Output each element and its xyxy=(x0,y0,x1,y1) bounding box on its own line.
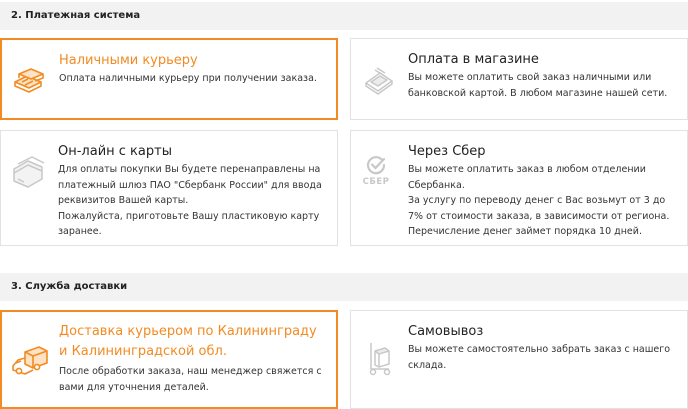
sber-logo-text: СБЕР xyxy=(362,177,390,187)
payment-option-description: Вы можете оплатить свой заказ наличными или банковской картой. В любом магазине нашей сети. xyxy=(408,72,668,99)
delivery-option-description: Вы можете самостоятельно забрать заказ с нашего склада. xyxy=(408,344,671,371)
payment-section-header xyxy=(0,2,688,30)
delivery-truck-icon xyxy=(11,346,49,380)
delivery-option-courier[interactable] xyxy=(0,310,338,409)
payment-option-cash-courier[interactable] xyxy=(0,38,338,120)
delivery-option-title: Самовывоз xyxy=(408,324,484,339)
delivery-option-description: После обработки заказа, наш менеджер свяжется с вами для уточнения деталей. xyxy=(59,366,322,393)
payment-option-store[interactable] xyxy=(350,38,688,120)
delivery-option-title: Доставка курьером по Калининграду и Калининградской обл. xyxy=(59,324,317,359)
payment-option-title: Через Сбер xyxy=(408,144,486,159)
payment-option-description: Вы можете оплатить заказ в любом отделении Сбербанка. За услугу по переводу денег с Вас возьмут от 3 до 7% от стоимости заказа, в зависимости от региона. Перечисление денег займет порядка 10 дней. xyxy=(408,164,670,237)
delivery-option-pickup[interactable] xyxy=(350,310,688,409)
delivery-section-header xyxy=(0,273,688,301)
payment-section-title: 2. Платежная система xyxy=(11,10,141,21)
cash-stack-icon xyxy=(11,68,47,100)
payment-option-sber[interactable] xyxy=(350,130,688,246)
payment-option-title: Наличными курьеру xyxy=(59,53,198,68)
hand-cart-icon xyxy=(363,341,393,381)
payment-option-title: Он-лайн с карты xyxy=(58,144,172,159)
payment-option-online-card[interactable] xyxy=(0,130,338,246)
delivery-section-title: 3. Служба доставки xyxy=(11,281,128,292)
payment-option-description: Оплата наличными курьеру при получении заказа. xyxy=(59,73,317,84)
card-terminal-icon xyxy=(363,67,395,99)
payment-option-title: Оплата в магазине xyxy=(408,52,539,67)
credit-cards-icon xyxy=(10,155,46,193)
sber-logo-icon xyxy=(361,155,391,187)
payment-option-description: Для оплаты покупки Вы будете перенаправлены на платежный шлюз ПАО "Сбербанк России" для ввода реквизитов Вашей карты. Пожалуйста, приготовьте Вашу пластиковую карту заранее. xyxy=(58,164,322,237)
